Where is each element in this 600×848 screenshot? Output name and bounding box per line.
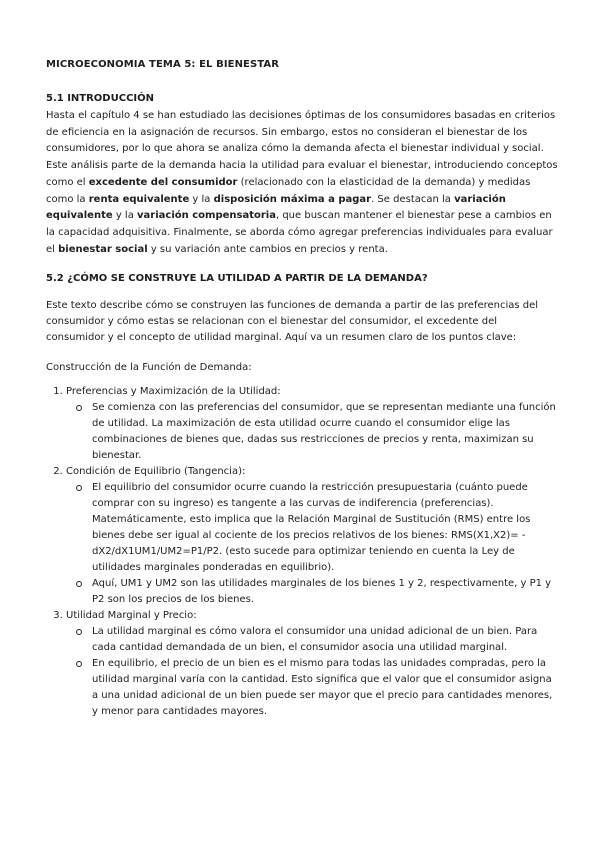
- section-heading-utilidad: 5.2 ¿CÓMO SE CONSTRUYE LA UTILIDAD A PARTIR DE LA DEMANDA?: [46, 273, 428, 285]
- document-body: [46, 58, 558, 720]
- text-run: y la: [112, 210, 138, 222]
- sub-bullet-list: [66, 480, 558, 608]
- list-item-label: Preferencias y Maximización de la Utilidad:: [66, 386, 281, 398]
- text-run: . Se destacan la: [371, 193, 455, 205]
- term-variacion-compensatoria: variación compensatoria: [137, 210, 276, 222]
- list-item: [66, 464, 558, 608]
- key-points-list: [46, 384, 558, 720]
- list-item-label: Utilidad Marginal y Precio:: [66, 610, 197, 622]
- text-run: y su variación ante cambios en precios y renta.: [147, 243, 388, 255]
- text-run: y la: [189, 193, 214, 205]
- list-item: [66, 608, 558, 720]
- text-run: Hasta el capítulo 4 se han estudiado las decisiones óptimas de los consumidores basadas en criterios de eficiencia en la asignación de recursos. Sin embargo, estos no consideran el bienestar de los consumidores, por lo que ahora se analiza cómo la demanda afecta el bienestar individual y social. Este análisis parte de la demanda hacia la utilidad para evaluar el bienestar, introduciendo conceptos como el: [46, 110, 558, 188]
- sub-bullet: En equilibrio, el precio de un bien es el mismo para todas las unidades compradas, pero la utilidad marginal varía con la cantidad. Esto significa que el valor que el consumidor asigna a una unidad adicional de un bien puede ser mayor que el precio para cantidades menores, y menor para cantidades mayores.: [92, 656, 558, 720]
- section-heading-introduccion: 5.1 INTRODUCCIÓN: [46, 93, 154, 104]
- text-run: (relacionado con la elasticidad de la demanda) y medidas como la: [46, 176, 531, 205]
- document-title: MICROECONOMIA TEMA 5: EL BIENESTAR: [46, 59, 280, 70]
- sub-bullet-list: [66, 624, 558, 720]
- sub-bullet: Aquí, UM1 y UM2 son las utilidades marginales de los bienes 1 y 2, respectivamente, y P1 y P2 son los precios de los bienes.: [92, 576, 558, 608]
- list-item-label: Condición de Equilibrio (Tangencia):: [66, 466, 246, 478]
- text-run: , que buscan mantener el bienestar pese a cambios en la capacidad adquisitiva. Finalmente, se aborda cómo agregar preferencias individuales para evaluar el: [46, 210, 553, 255]
- sub-bullet: La utilidad marginal es cómo valora el consumidor una unidad adicional de un bien. Para cada cantidad demandada de un bien, el consumidor asocia una utilidad marginal.: [92, 624, 558, 656]
- term-variacion-equivalente: variación equivalente: [46, 193, 506, 222]
- list-item: [66, 384, 558, 464]
- sub-bullet: El equilibrio del consumidor ocurre cuando la restricción presupuestaria (cuánto puede comprar con su ingreso) es tangente a las curvas de indiferencia (preferencias). Matemáticamente, esto implica que la Relación Marginal de Sustitución (RMS) entre los bienes debe ser igual al cociente de los precios relativos de los bienes: RMS(X1,X2)= -dX2/dX1UM1/UM2=P1/P2. (esto sucede para optimizar teniendo en cuenta la Ley de utilidades marginales ponderadas en equilibrio).: [92, 480, 558, 576]
- sub-bullet-list: [66, 400, 558, 464]
- introduccion-paragraph: [46, 108, 558, 258]
- term-renta-equivalente: renta equivalente: [88, 193, 190, 205]
- term-excedente-consumidor: excedente del consumidor: [88, 176, 238, 188]
- demand-construction-subheading: Construcción de la Función de Demanda:: [46, 362, 252, 374]
- term-bienestar-social: bienestar social: [58, 243, 148, 255]
- sub-bullet: Se comienza con las preferencias del consumidor, que se representan mediante una función de utilidad. La maximización de esta utilidad ocurre cuando el consumidor elige las combinaciones de bienes que, dadas sus restricciones de precios y renta, maximizan su bienestar.: [92, 400, 558, 464]
- term-disposicion-maxima: disposición máxima a pagar: [213, 193, 372, 205]
- utilidad-intro-paragraph: Este texto describe cómo se construyen las funciones de demanda a partir de las preferencias del consumidor y cómo estas se relacionan con el bienestar del consumidor, el excedente del consumidor y el concepto de utilidad marginal. Aquí va un resumen claro de los puntos clave:: [46, 300, 539, 344]
